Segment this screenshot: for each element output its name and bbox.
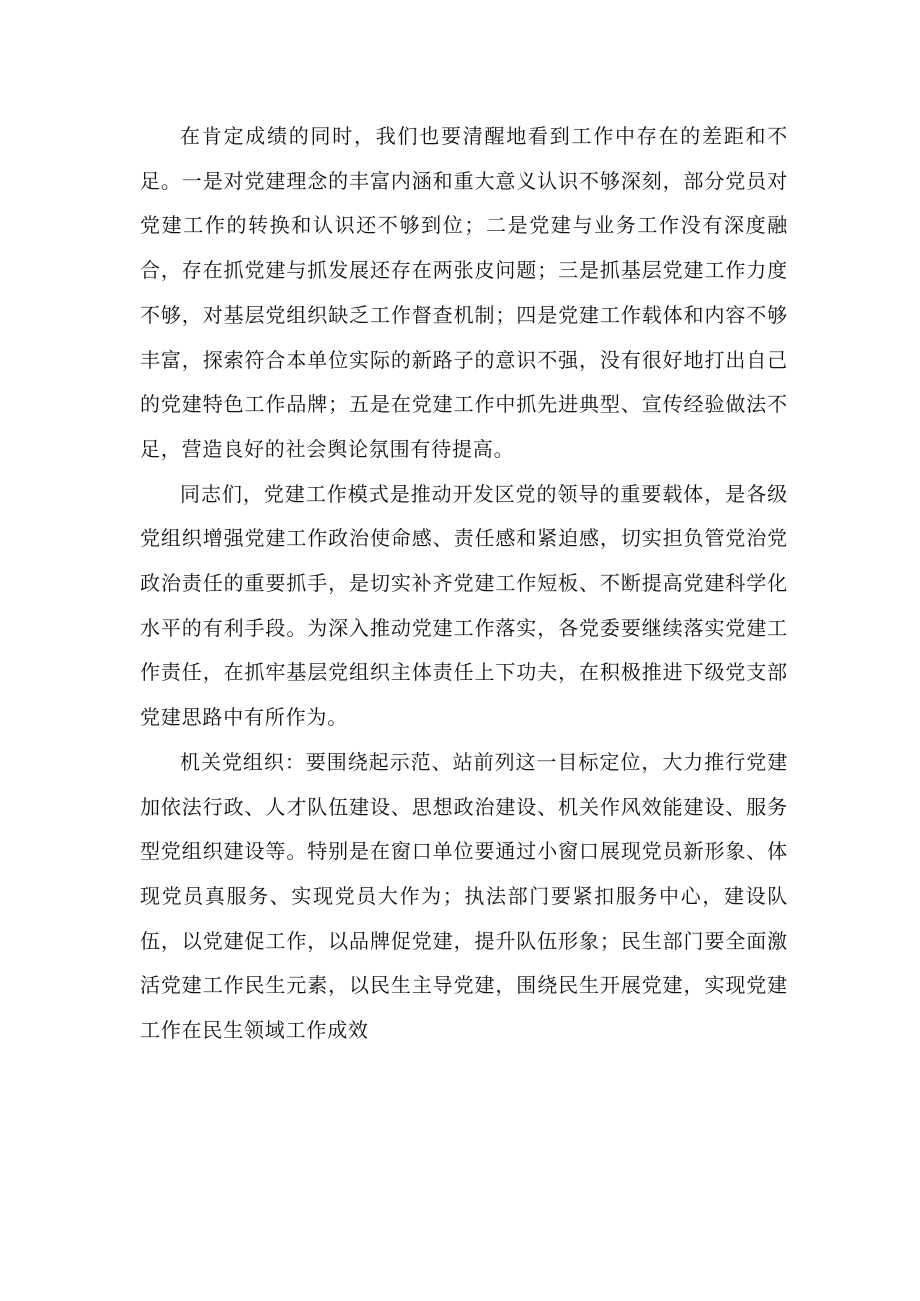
document-body: [140, 114, 788, 1053]
paragraph-comrades: 同志们，党建工作模式是推动开发区党的领导的重要载体，是各级党组织增强党建工作政治使命感、责任感和紧迫感，切实担负管党治党政治责任的重要抓手，是切实补齐党建工作短板、不断提高党建科学化水平的有利手段。为深入推动党建工作落实，各党委要继续落实党建工作责任，在抓牢基层党组织主体责任上下功夫，在积极推进下级党支部党建思路中有所作为。: [140, 481, 788, 730]
paragraph-shortcomings: 在肯定成绩的同时，我们也要清醒地看到工作中存在的差距和不足。一是对党建理念的丰富内涵和重大意义认识不够深刻，部分党员对党建工作的转换和认识还不够到位；二是党建与业务工作没有深度融合，存在抓党建与抓发展还存在两张皮问题；三是抓基层党建工作力度不够，对基层党组织缺乏工作督查机制；四是党建工作载体和内容不够丰富，探索符合本单位实际的新路子的意识不强，没有很好地打出自己的党建特色工作品牌；五是在党建工作中抓先进典型、宣传经验做法不足，营造良好的社会舆论氛围有待提高。: [140, 124, 788, 461]
paragraph-organ-party: 机关党组织：要围绕起示范、站前列这一目标定位，大力推行党建加依法行政、人才队伍建设、思想政治建设、机关作风效能建设、服务型党组织建设等。特别是在窗口单位要通过小窗口展现党员新形象、体现党员真服务、实现党员大作为；执法部门要紧扣服务中心，建设队伍，以党建促工作，以品牌促党建，提升队伍形象；民生部门要全面激活党建工作民生元素，以民生主导党建，围绕民生开展党建，实现党建工作在民生领域工作成效: [140, 749, 788, 1043]
